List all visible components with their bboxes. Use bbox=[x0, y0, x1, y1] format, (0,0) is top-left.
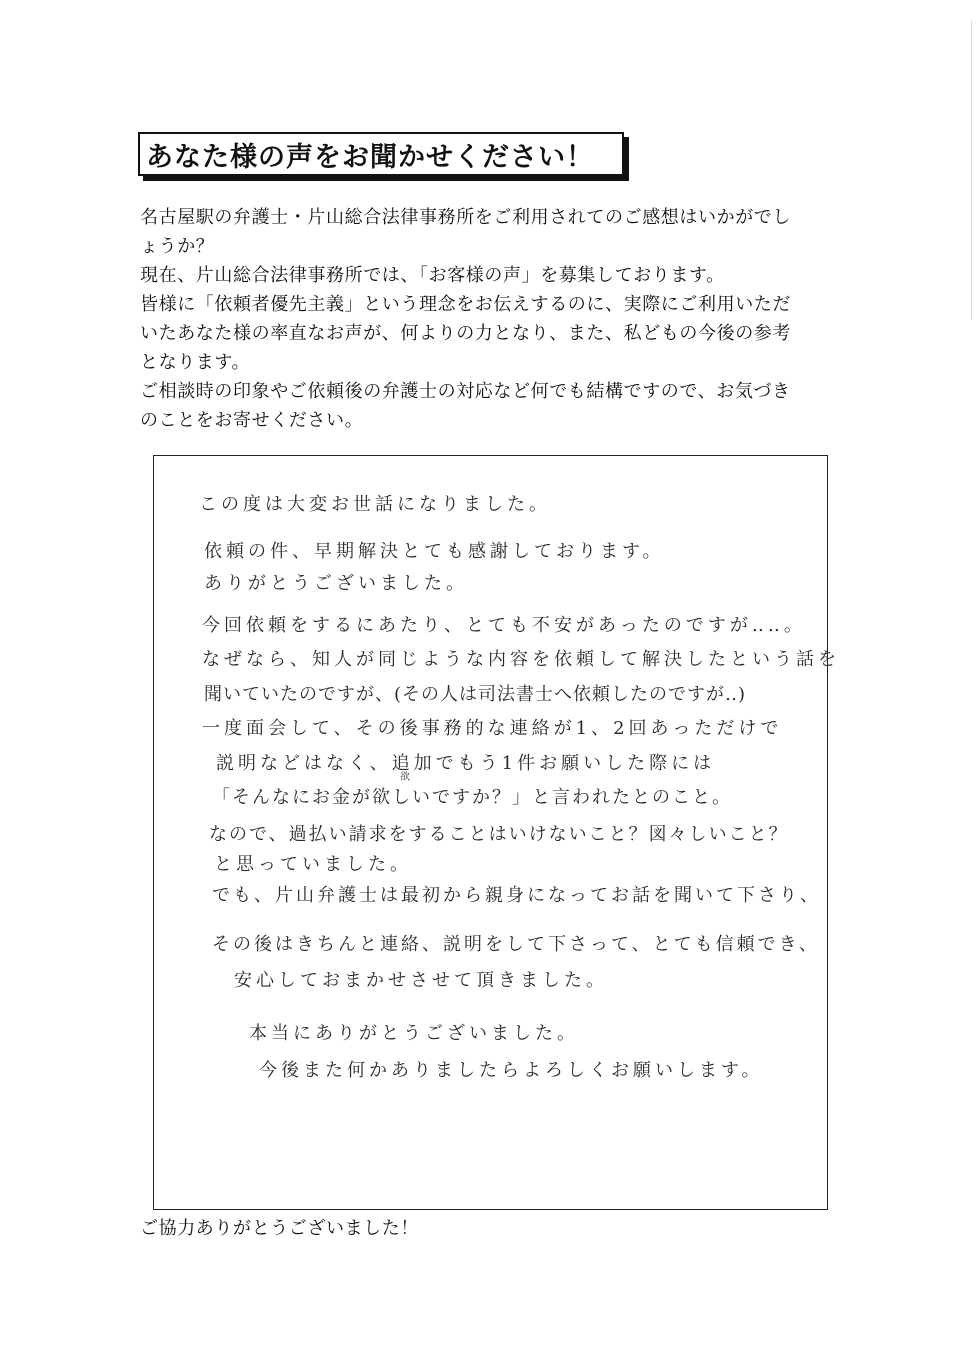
intro-line: 名古屋駅の弁護士・片山総合法律事務所をご利用されてのご感想はいかがでし bbox=[140, 207, 791, 228]
handwritten-line: でも、片山弁護士は最初から親身になってお話を聞いて下さり、 bbox=[212, 885, 821, 906]
handwritten-line: 「そんなにお金が欲しいですか？」と言われたとのこと。 bbox=[212, 787, 732, 808]
intro-line: いたあなた様の率直なお声が、何よりの力となり、また、私どもの今後の参考 bbox=[140, 323, 791, 344]
handwritten-line: この度は大変お世話になりました。 bbox=[199, 494, 551, 515]
scan-edge-mark bbox=[971, 20, 972, 320]
handwritten-line: 説明などはなく、追加でもう1件お願いした際には bbox=[216, 753, 716, 774]
handwritten-annotation: 欲 bbox=[400, 772, 410, 783]
intro-line: 皆様に「依頼者優先主義」という理念をお伝えするのに、実際にご利用いただ bbox=[140, 294, 791, 315]
intro-paragraph bbox=[140, 203, 880, 435]
handwritten-line: 安心しておまかせさせて頂きました。 bbox=[234, 970, 608, 991]
intro-line: 現在、片山総合法律事務所では、「お客様の声」を募集しております。 bbox=[140, 265, 725, 286]
handwritten-line: なので、過払い請求をすることはいけないこと？図々しいこと？ bbox=[209, 824, 789, 845]
closing-thanks: ご協力ありがとうございました！ bbox=[140, 1218, 419, 1239]
intro-line: ょうか？ bbox=[140, 236, 215, 257]
handwritten-line: 今回依頼をするにあたり、とても不安があったのですが‥‥。 bbox=[202, 615, 806, 636]
handwritten-line: と思っていました。 bbox=[214, 854, 412, 875]
handwritten-line: なぜなら、知人が同じような内容を依頼して解決したという話を bbox=[202, 649, 840, 670]
intro-line: となります。 bbox=[140, 352, 251, 373]
handwritten-line: 本当にありがとうございました。 bbox=[249, 1023, 579, 1044]
intro-line: ご相談時の印象やご依頼後の弁護士の対応など何でも結構ですので、お気づき bbox=[140, 381, 791, 402]
handwritten-line: ありがとうございました。 bbox=[204, 573, 468, 594]
handwritten-response-box bbox=[153, 455, 840, 1210]
handwritten-line: 一度面会して、その後事務的な連絡が1、2回あっただけで bbox=[202, 718, 783, 739]
title-box bbox=[138, 132, 624, 176]
handwritten-line: 今後また何かありましたらよろしくお願いします。 bbox=[259, 1060, 764, 1081]
handwritten-line: その後はきちんと連絡、説明をして下さって、とても信頼でき、 bbox=[212, 934, 820, 955]
handwritten-line: 聞いていたのですが、(その人は司法書士へ依頼したのですが‥) bbox=[204, 684, 747, 705]
intro-line: のことをお寄せください。 bbox=[140, 410, 364, 431]
handwritten-line: 依頼の件、早期解決とても感謝しております。 bbox=[204, 541, 665, 562]
page-title: あなた様の声をお聞かせください！ bbox=[146, 141, 594, 173]
